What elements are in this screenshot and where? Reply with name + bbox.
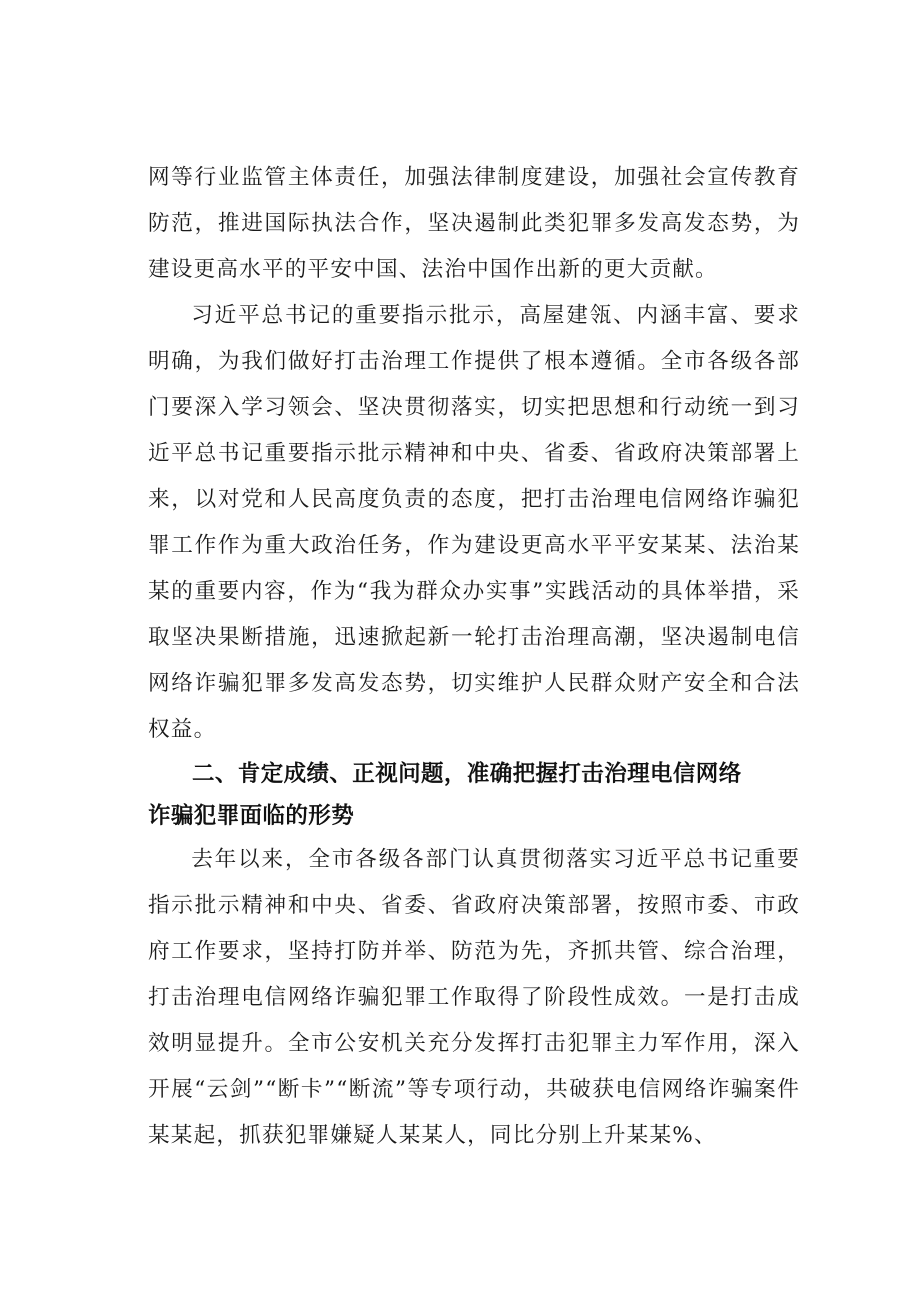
section-heading-line-1: 二、肯定成绩、正视问题，准确把握打击治理电信网络 <box>192 761 742 787</box>
paragraph-instructions: 习近平总书记的重要指示批示，高屋建瓴、内涵丰富、要求明确，为我们做好打击治理工作提供了根本遵循。全市各级各部门要深入学习领会、坚决贯彻落实，切实把思想和行动统一到习近平总书记重要指示批示精神和中央、省委、省政府决策部署上来，以对党和人民高度负责的态度，把打击治理电信网络诈骗犯罪工作作为重大政治任务，作为建设更高水平平安某某、法治某某的重要内容，作为“我为群众办实事”实践活动的具体举措，采取坚决果断措施，迅速掀起新一轮打击治理高潮，坚决遏制电信网络诈骗犯罪多发高发态势，切实维护人民群众财产安全和合法权益。 <box>148 303 800 742</box>
paragraph-achievements: 去年以来，全市各级各部门认真贯彻落实习近平总书记重要指示批示精神和中央、省委、省政府决策部署，按照市委、市政府工作要求，坚持打防并举、防范为先，齐抓共管、综合治理，打击治理电信网络诈骗犯罪工作取得了阶段性成效。一是打击成效明显提升。全市公安机关充分发挥打击犯罪主力军作用，深入开展“云剑”“断卡”“断流”等专项行动，共破获电信网络诈骗案件某某起，抓获犯罪嫌疑人某某人，同比分别上升某某%、 <box>148 847 800 1148</box>
document-body <box>148 155 800 1159</box>
section-heading <box>148 753 800 837</box>
section-heading-line-2: 诈骗犯罪面临的形势 <box>148 803 355 829</box>
paragraph-continued: 网等行业监管主体责任，加强法律制度建设，加强社会宣传教育防范，推进国际执法合作，坚决遏制此类犯罪多发高发态势，为建设更高水平的平安中国、法治中国作出新的更大贡献。 <box>148 165 800 282</box>
